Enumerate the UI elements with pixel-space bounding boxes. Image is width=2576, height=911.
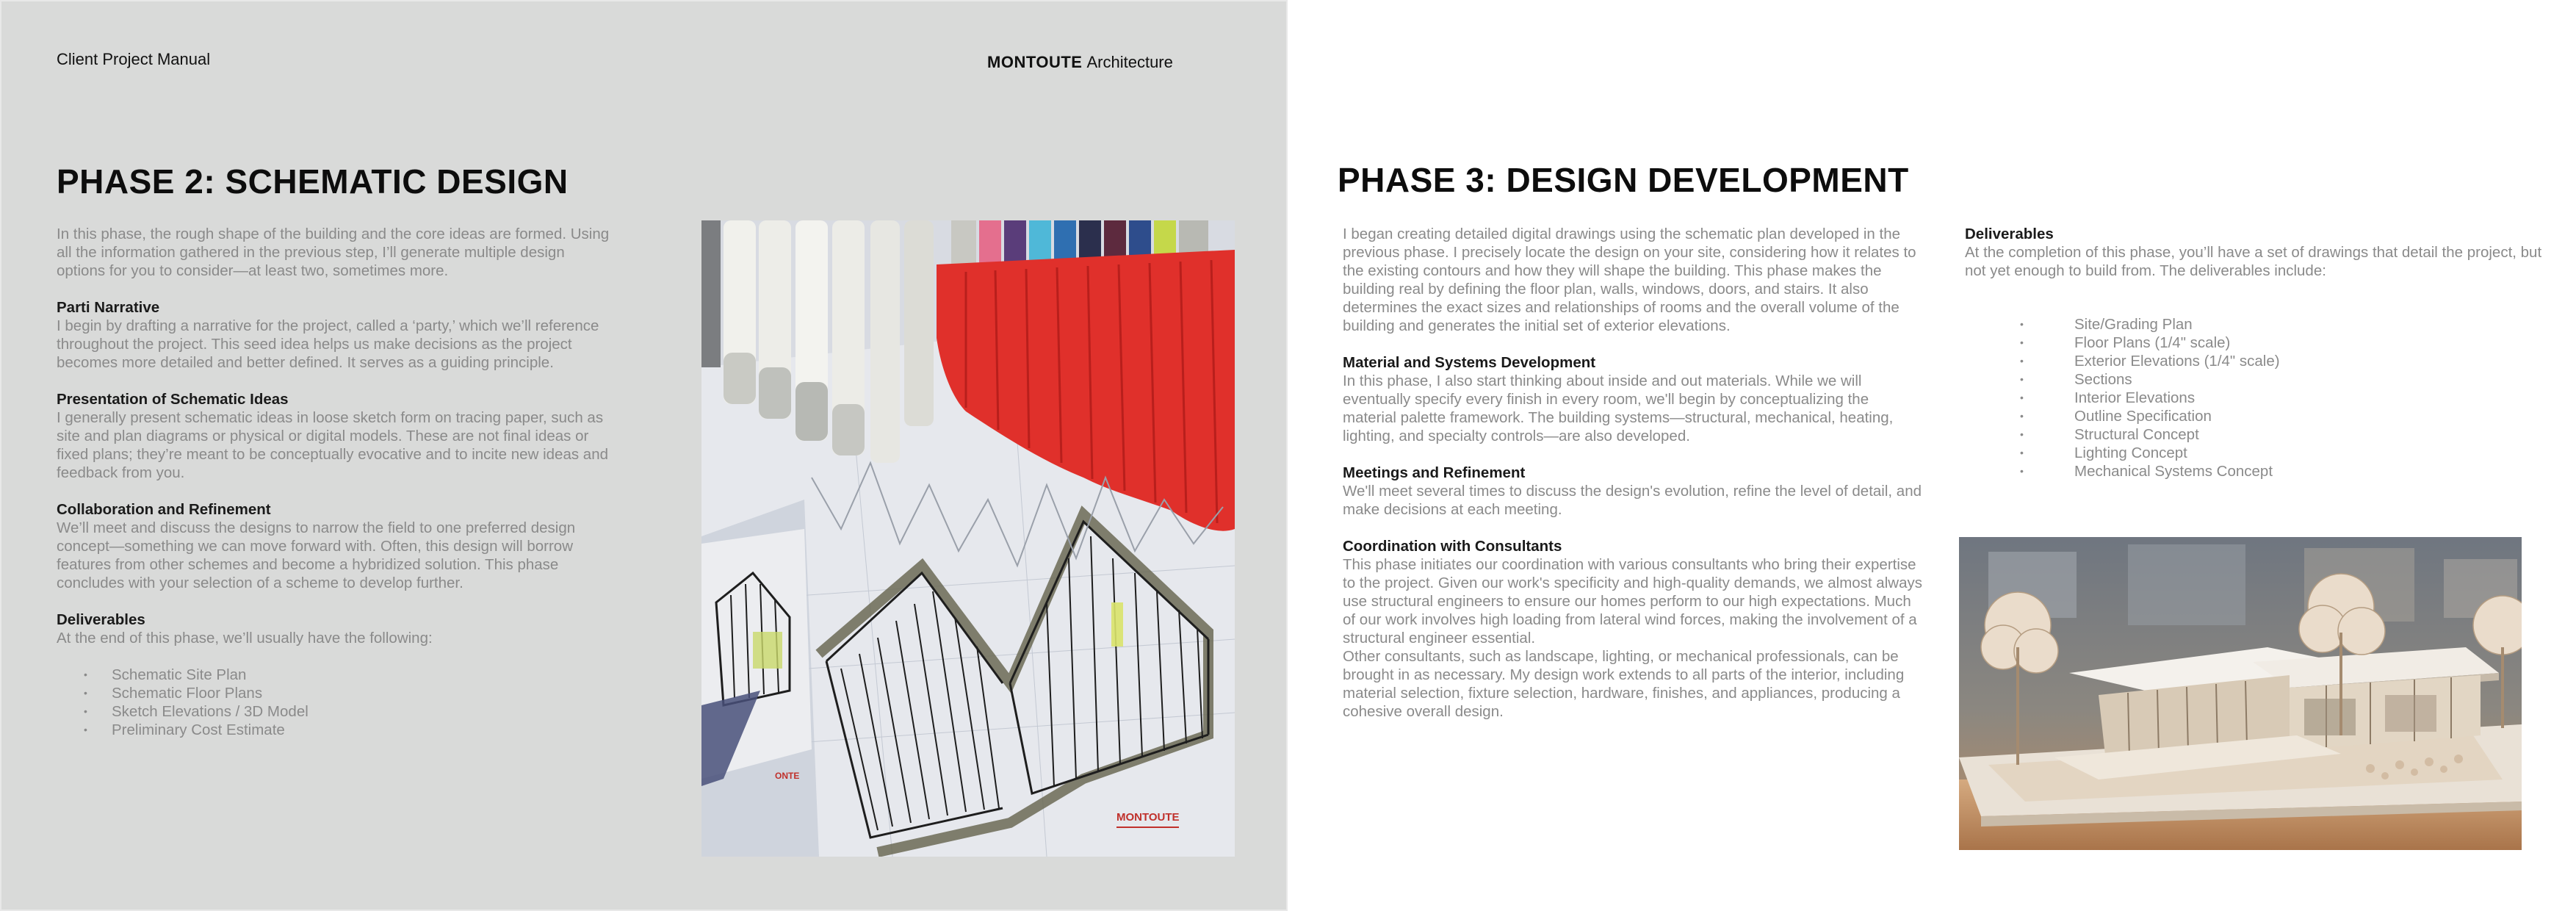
- phase-2-deliverables: [57, 611, 615, 739]
- phase-2-section-parti: [57, 298, 615, 372]
- list-item-text: Interior Elevations: [2074, 389, 2196, 406]
- list-item: [2020, 444, 2552, 462]
- phase-2-intro: In this phase, the rough shape of the building and the core ideas are formed. Using all the information gathered in the previous step, I’ll generate multiple design options for you to consider—at least two, sometimes more.: [57, 226, 610, 279]
- brand-suffix: Architecture: [1086, 53, 1173, 71]
- phase-3-section-materials: [1343, 353, 1923, 445]
- section-body: We'll meet several times to discuss the design's evolution, refine the level of detail, and make decisions at each meeting.: [1343, 483, 1922, 518]
- list-item: [2020, 370, 2552, 389]
- list-item-text: Mechanical Systems Concept: [2074, 463, 2273, 480]
- deliverables-heading: Deliverables: [1965, 226, 2054, 242]
- list-item: [84, 666, 615, 684]
- section-heading: Meetings and Refinement: [1343, 464, 1526, 481]
- phase-2-section-presentation: [57, 390, 615, 482]
- bullet-icon: •: [84, 724, 87, 735]
- brand-name: MONTOUTE: [987, 53, 1083, 71]
- section-heading: Material and Systems Development: [1343, 354, 1596, 371]
- list-item: [2020, 389, 2552, 407]
- list-item: [84, 684, 615, 702]
- list-item: [2020, 334, 2552, 352]
- bullet-icon: •: [2020, 447, 2024, 458]
- list-item: [84, 702, 615, 721]
- list-item: [2020, 352, 2552, 370]
- list-item-text: Preliminary Cost Estimate: [112, 721, 285, 738]
- section-body: I begin by drafting a narrative for the project, called a ‘party,’ which we’ll reference throughout the project. This seed idea helps us make decisions as the project becomes more detailed and better defined. It serves as a guiding principle.: [57, 317, 599, 371]
- list-item-text: Outline Specification: [2074, 408, 2212, 425]
- phase-3-deliverables: [1965, 225, 2552, 480]
- list-item: [2020, 462, 2552, 480]
- list-item: [2020, 315, 2552, 334]
- phase-2-section-collaboration: [57, 500, 615, 592]
- section-heading: Collaboration and Refinement: [57, 501, 271, 518]
- running-head: Client Project Manual: [57, 50, 211, 68]
- phase-3-text-column: [1343, 225, 1923, 721]
- section-body: We’ll meet and discuss the designs to narrow the field to one preferred design concept—something we can move forward with. Often, this design will borrow features from other schemes and become a hybridized solution. This phase concludes with your selection of a scheme to develop further.: [57, 519, 576, 591]
- list-item-text: Structural Concept: [2074, 426, 2199, 443]
- bullet-icon: •: [2020, 318, 2024, 330]
- deliverables-heading: Deliverables: [57, 611, 145, 628]
- deliverables-intro: At the end of this phase, we’ll usually have the following:: [57, 630, 433, 647]
- section-heading: Coordination with Consultants: [1343, 538, 1562, 555]
- bullet-icon: •: [84, 705, 87, 717]
- list-item-text: Schematic Floor Plans: [112, 685, 263, 702]
- list-item-text: Sections: [2074, 371, 2132, 388]
- brand-logo: [987, 53, 1173, 72]
- photo-stamp: MONTOUTE: [1116, 811, 1180, 824]
- sketch-markers-photo: [701, 220, 1235, 857]
- svg-text:ONTE: ONTE: [775, 771, 800, 781]
- section-heading: Presentation of Schematic Ideas: [57, 391, 289, 408]
- list-item-text: Schematic Site Plan: [112, 666, 247, 683]
- list-item-text: Exterior Elevations (1/4" scale): [2074, 353, 2280, 370]
- deliverables-list: [57, 666, 615, 739]
- list-item-text: Floor Plans (1/4" scale): [2074, 334, 2231, 351]
- list-item: [2020, 407, 2552, 425]
- phase-2-title: PHASE 2: SCHEMATIC DESIGN: [57, 162, 569, 201]
- section-heading: Parti Narrative: [57, 299, 160, 316]
- list-item-text: Lighting Concept: [2074, 444, 2187, 461]
- page-right: [1288, 0, 2576, 911]
- bullet-icon: •: [2020, 355, 2024, 367]
- bullet-icon: •: [2020, 373, 2024, 385]
- phase-3-section-consultants: [1343, 537, 1923, 721]
- bullet-icon: •: [84, 687, 87, 699]
- phase-3-intro: I began creating detailed digital drawings using the schematic plan developed in the previous phase. I precisely locate the design on your site, considering how it relates to the existing contours and how they will shape the building. This phase makes the building real by defining the floor plan, walls, windows, doors, and stairs. It also determines the exact sizes and relationships of rooms and the overall volume of the building and generates the initial set of exterior elevations.: [1343, 226, 1916, 334]
- bullet-icon: •: [2020, 392, 2024, 403]
- list-item: [2020, 425, 2552, 444]
- bullet-icon: •: [2020, 336, 2024, 348]
- bullet-icon: •: [2020, 410, 2024, 422]
- list-item-text: Site/Grading Plan: [2074, 316, 2193, 333]
- architectural-model-illustration: [1959, 537, 2522, 850]
- architectural-model-photo: [1959, 537, 2522, 850]
- section-body: In this phase, I also start thinking about inside and out materials. While we will eventually specify every finish in every room, we'll begin by conceptualizing the material palette framework. The building systems—structural, mechanical, heating, lighting, and specialty controls—are also developed.: [1343, 372, 1894, 444]
- phase-2-text-column: [57, 225, 615, 739]
- sketch-markers-illustration: [701, 220, 1235, 857]
- deliverables-list: [1965, 315, 2552, 480]
- bullet-icon: •: [84, 669, 87, 680]
- section-body: This phase initiates our coordination with various consultants who bring their expertise to the project. Given our work's specificity and high-quality demands, we almost always use structural engineers to ensure our homes perform to our high expectations. Much of our work involves high loading from lateral wind forces, making the involvement of a structural engineer essential.: [1343, 556, 1922, 647]
- phase-3-section-meetings: [1343, 464, 1923, 519]
- list-item: [84, 721, 615, 739]
- bullet-icon: •: [2020, 428, 2024, 440]
- list-item-text: Sketch Elevations / 3D Model: [112, 703, 309, 720]
- section-body: I generally present schematic ideas in loose sketch form on tracing paper, such as site and plan diagrams or physical or digital models. These are not final ideas or fixed plans; they’re meant to be conceptually evocative and to incite new ideas and feedback from you.: [57, 409, 608, 481]
- bullet-icon: •: [2020, 465, 2024, 477]
- phase-3-title: PHASE 3: DESIGN DEVELOPMENT: [1338, 161, 1909, 199]
- deliverables-intro: At the completion of this phase, you’ll have a set of drawings that detail the project, but not yet enough to build from. The deliverables include:: [1965, 244, 2542, 279]
- section-body-continued: Other consultants, such as landscape, lighting, or mechanical professionals, can be brought in as necessary. My design work extends to all parts of the interior, including material selection, fixture selection, hardware, finishes, and appliances, producing a cohesive overall design.: [1343, 648, 1905, 720]
